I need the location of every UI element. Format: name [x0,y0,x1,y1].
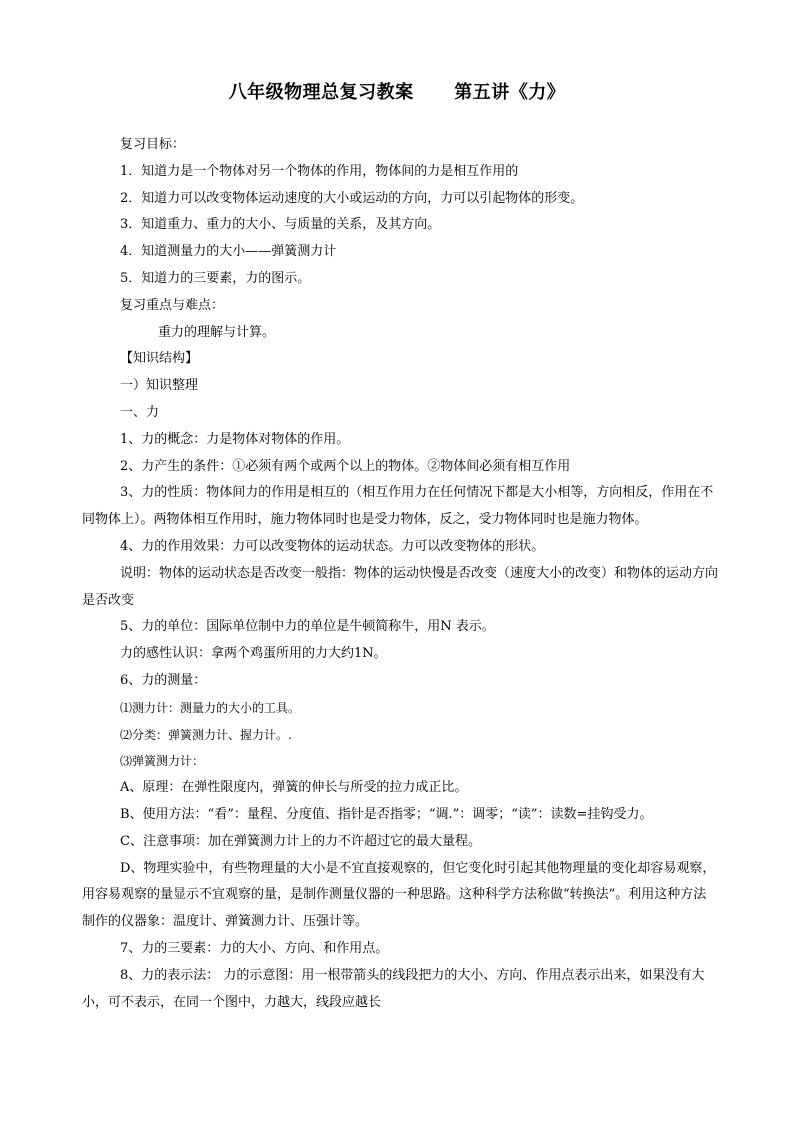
subheading-knowledge-summary: 一）知识整理 [120,378,199,394]
item-spring-usage: B、使用方法：“看”：量程、分度值、指针是否指零；“调.”：调零；“读”：读数=挂钩受力。 [120,806,653,822]
item-force-effects: 4、力的作用效果：力可以改变物体的运动状态。力可以改变物体的形状。 [120,538,545,554]
goal-item-3: 3．知道重力、重力的大小、与质量的关系，及其方向。 [120,217,441,233]
section-heading-review-goals: 复习目标： [120,137,186,152]
item-conversion-method: D、物理实验中，有些物理量的大小是不宜直接观察的，但它变化时引起其他物理量的变化却容易观察，用容易观察的量显示不宜观察的量，是制作测量仪器的一种思路。这种科学方法称做“转换法”。利用这种方法制作的仪器象：温度计、弹簧测力计、压强计等。 [82,860,716,930]
item-force-concept: 1、力的概念：力是物体对物体的作用。 [120,431,350,447]
goal-item-1: 1．知道力是一个物体对另一个物体的作用，物体间的力是相互作用的 [120,163,519,179]
item-three-elements: 7、力的三要素：力的大小、方向、和作用点。 [120,940,389,956]
item-force-representation: 8、力的表示法： 力的示意图：用一根带箭头的线段把力的大小、方向、作用点表示出来，如果没有大小，可不表示，在同一个图中，力越大，线段应越长 [82,967,705,1010]
item-dynamometer-def: ⑴测力计：测量力的大小的工具。 [120,700,301,715]
item-force-perception: 力的感性认识：拿两个鸡蛋所用的力大约1N。 [120,646,387,662]
item-force-measurement: 6、力的测量： [120,672,207,688]
subheading-force: 一、力 [120,404,160,420]
item-spring-caution: C、注意事项：加在弹簧测力计上的力不许超过它的最大量程。 [120,833,481,849]
item-spring-principle: A、原理：在弹性限度内，弹簧的伸长与所受的拉力成正比。 [120,780,468,796]
key-point-text: 重力的理解与计算。 [158,324,276,340]
document-body [82,132,719,1016]
page-title: 八年级物理总复习教案 第五讲《力》 [228,82,566,103]
item-force-conditions: 2、力产生的条件：①必须有两个或两个以上的物体。②物体间必须有相互作用 [120,458,571,474]
section-heading-key-points: 复习重点与难点： [120,297,225,313]
section-heading-knowledge-structure: 【知识结构】 [120,351,199,367]
item-note-motion-state: 说明：物体的运动状态是否改变一般指：物体的运动快慢是否改变（速度大小的改变）和物体的运动方向是否改变 [82,565,719,608]
item-dynamometer-types: ⑵分类：弹簧测力计、握力计。. [120,727,292,742]
goal-item-4: 4．知道测量力的大小——弹簧测力计 [120,244,337,260]
item-force-properties: 3、力的性质：物体间力的作用是相互的（相互作用力在任何情况下都是大小相等，方向相反，作用在不同物体上）。两物体相互作用时，施力物体同时也是受力物体，反之，受力物体同时也是施力物体。 [82,485,714,528]
item-force-unit: 5、力的单位：国际单位制中力的单位是牛顿简称牛，用N 表示。 [120,619,495,635]
goal-item-5: 5．知道力的三要素，力的图示。 [120,270,311,286]
goal-item-2: 2．知道力可以改变物体运动速度的大小或运动的方向，力可以引起物体的形变。 [120,190,584,206]
item-spring-scale: ⑶弹簧测力计： [120,754,205,769]
